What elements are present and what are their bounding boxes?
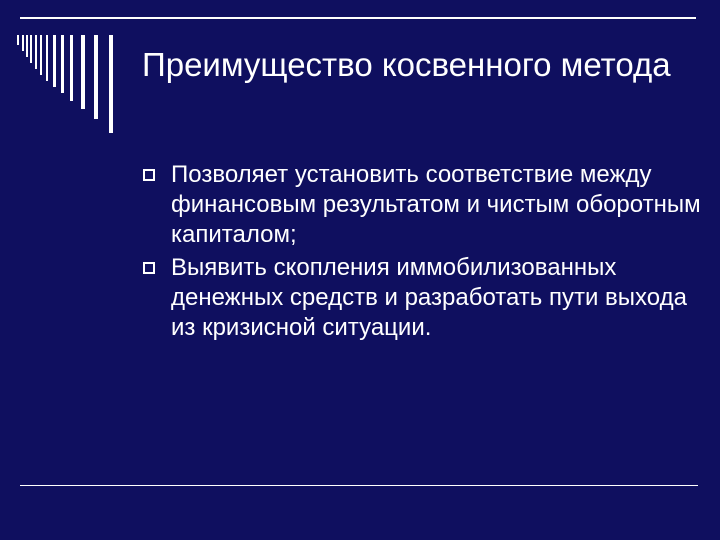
bullet-text: Выявить скопления иммобилизованных денежных средств и разработать пути выхода из кризисной ситуации. [171,254,687,341]
slide-title: Преимущество косвенного метода [142,46,671,83]
hollow-square-icon [143,262,155,274]
bullet-item [142,253,702,343]
bullet-list [142,160,702,346]
bottom-divider-line [20,485,698,486]
decorative-stripes [0,0,140,140]
bullet-item [142,160,702,250]
bullet-text: Позволяет установить соответствие между финансовым результатом и чистым оборотным капиталом; [171,161,701,248]
hollow-square-icon [143,169,155,181]
